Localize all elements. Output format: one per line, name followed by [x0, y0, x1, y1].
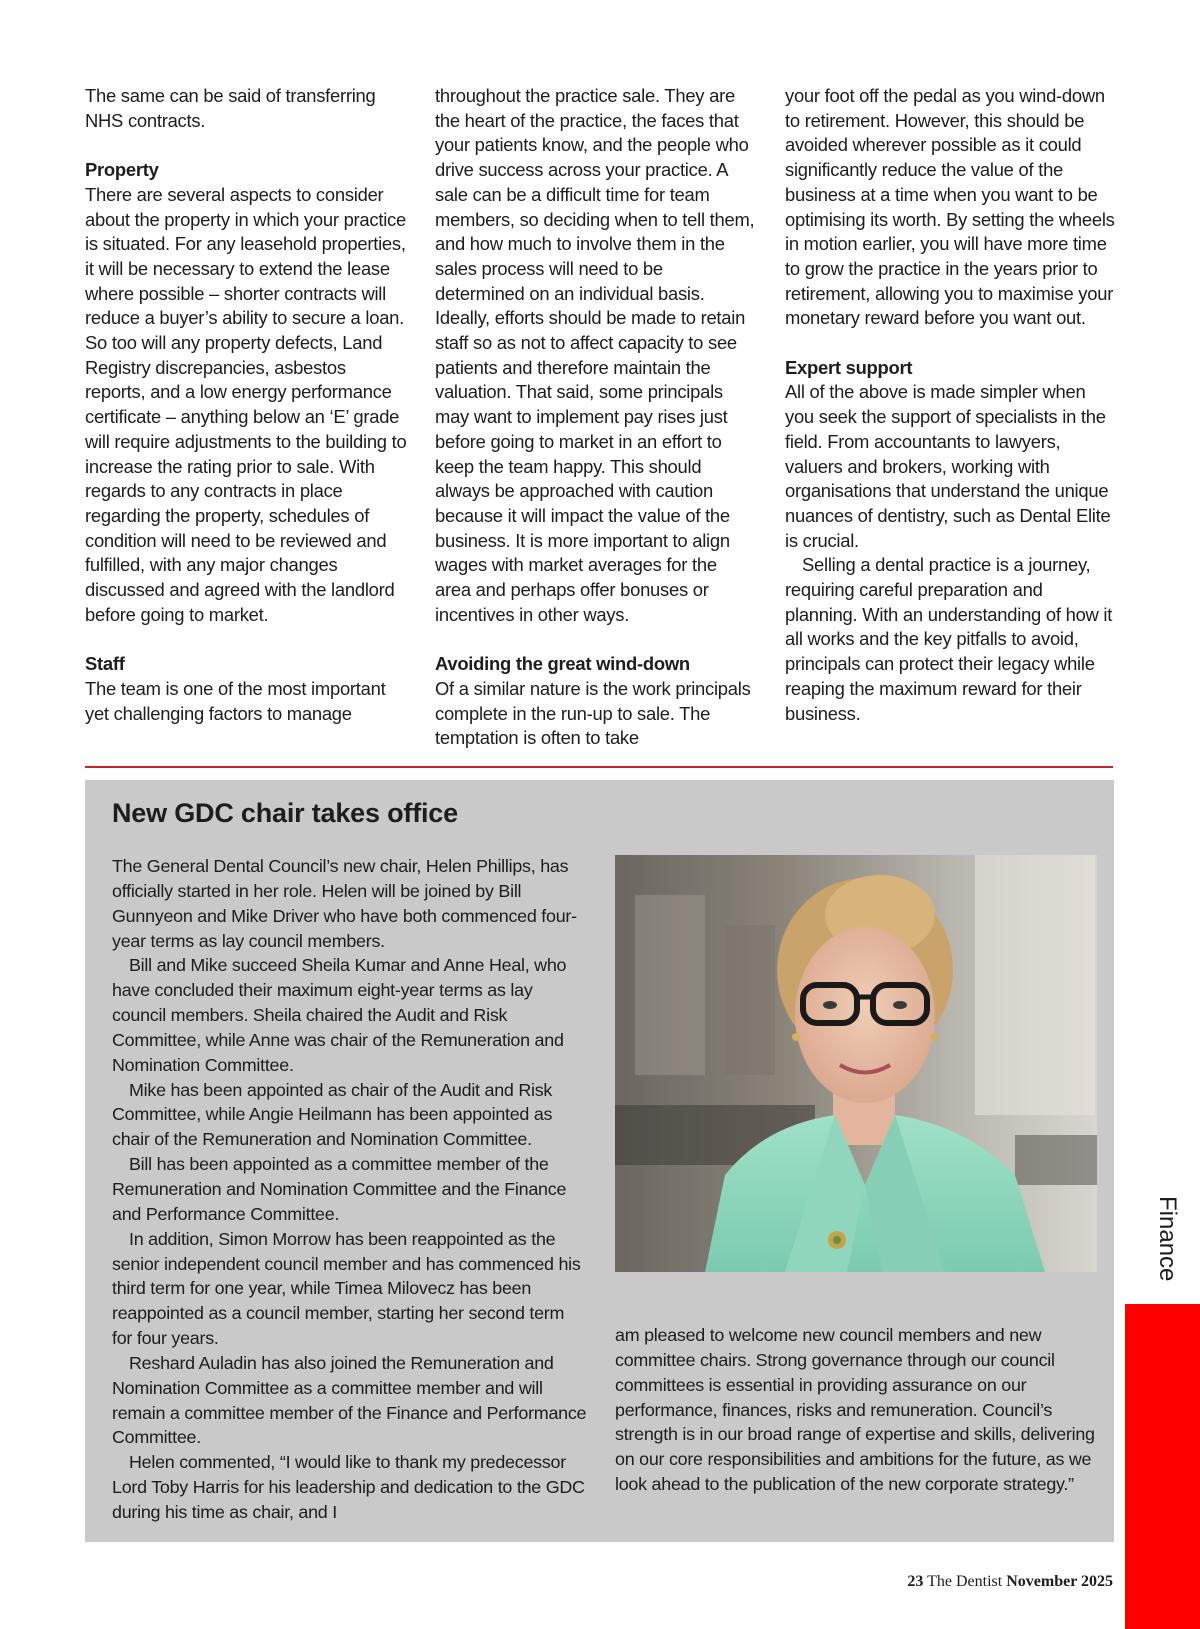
winddown-paragraph-continued: your foot off the pedal as you wind-down to retirement. However, this should be avoided wherever possible as it could significantly reduce the value of the business at a time when you want to be optimising its worth. By setting the wheels in motion earlier, you will have more time to grow the practice in the years prior to retirement, allowing you to maximise your monetary reward before you want out. [785, 85, 1115, 329]
article-column-3 [785, 84, 1115, 726]
news-paragraph: In addition, Simon Morrow has been reappointed as the senior independent council member and has commenced his third term for one year, while Timea Milovecz has been reappointed as a council member, starting her second term for four years. [112, 1228, 581, 1349]
closing-paragraph: Selling a dental practice is a journey, requiring careful preparation and planning. With an understanding of how it all works and the key pitfalls to avoid, principals can protect their legacy while reaping the maximum reward for their business. [785, 554, 1113, 724]
article-column-1 [85, 84, 407, 726]
news-box [85, 780, 1114, 1542]
news-paragraph: The General Dental Council’s new chair, Helen Phillips, has officially started in her role. Helen will be joined by Bill Gunnyeon and Mike Driver who have both commenced four-year terms as lay council members. [112, 856, 577, 951]
article-column-2 [435, 84, 757, 751]
property-heading: Property [85, 159, 159, 181]
winddown-paragraph: Of a similar nature is the work principals complete in the run-up to sale. The temptation is often to take [435, 677, 751, 749]
page-number: 23 [907, 1573, 924, 1590]
portrait-photo [615, 855, 1097, 1272]
news-paragraph: Bill has been appointed as a committee member of the Remuneration and Nomination Committee and the Finance and Performance Committee. [112, 1154, 567, 1224]
news-box-left-column [112, 854, 587, 1525]
news-paragraph: Helen commented, “I would like to thank my predecessor Lord Toby Harris for his leadership and dedication to the GDC during his time as chair, and I [112, 1452, 585, 1522]
winddown-heading: Avoiding the great wind-down [435, 653, 690, 675]
section-tab-label: Finance [1154, 1196, 1181, 1282]
property-paragraph: There are several aspects to consider about the property in which your practice is situated. For any leasehold properties, it will be necessary to extend the lease where possible – shorter contracts will reduce a buyer’s ability to secure a loan. So too will any property defects, Land Registry discrepancies, asbestos reports, and a low energy performance certificate – anything below an ‘E’ grade will require adjustments to the building to increase the rating prior to sale. With regards to any contracts in place regarding the property, schedules of condition will need to be reviewed and fulfilled, with any major changes discussed and agreed with the landlord before going to market. [85, 183, 407, 625]
issue-date: November 2025 [1006, 1573, 1113, 1590]
news-box-right-column [615, 1323, 1095, 1497]
staff-paragraph-continued: throughout the practice sale. They are the heart of the practice, the faces that your patients know, and the people who drive success across your practice. A sale can be a difficult time for team members, so deciding when to tell them, and how much to involve them in the sales process will need to be determined on an individual basis. Ideally, efforts should be made to retain staff so as not to affect capacity to see patients and therefore maintain the valuation. That said, some principals may want to implement pay rises just before going to market in an effort to keep the team happy. This should always be approached with caution because it will impact the value of the business. It is more important to align wages with market averages for the area and perhaps offer bonuses or incentives in other ways. [435, 85, 755, 625]
news-box-heading: New GDC chair takes office [112, 798, 458, 828]
staff-heading: Staff [85, 653, 125, 675]
news-paragraph-continued: am pleased to welcome new council members and new committee chairs. Strong governance through our council committees is essential in providing assurance on our performance, finances, risks and remuneration. Council’s strength is in our broad range of expertise and skills, delivering on our core responsibilities and ambitions for the future, as we look ahead to the publication of the new corporate strategy.” [615, 1325, 1095, 1495]
section-tab [1125, 1304, 1200, 1629]
staff-paragraph: The team is one of the most important yet challenging factors to manage [85, 677, 386, 724]
expert-heading: Expert support [785, 356, 913, 378]
expert-paragraph: All of the above is made simpler when you seek the support of specialists in the field. From accountants to lawyers, valuers and brokers, working with organisations that understand the unique nuances of dentistry, such as Dental Elite is crucial. [785, 381, 1111, 551]
publication-name: The Dentist [927, 1573, 1003, 1590]
news-paragraph: Mike has been appointed as chair of the Audit and Risk Committee, while Angie Heilmann has been appointed as chair of the Remuneration and Nomination Committee. [112, 1079, 553, 1150]
news-paragraph: Bill and Mike succeed Sheila Kumar and Anne Heal, who have concluded their maximum eight-year terms as lay council members. Sheila chaired the Audit and Risk Committee, while Anne was chair of the Remuneration and Nomination Committee. [112, 955, 567, 1075]
section-divider [85, 766, 1113, 768]
page-footer [907, 1573, 1113, 1591]
news-paragraph: Reshard Auladin has also joined the Remuneration and Nomination Committee as a committee member and will remain a committee member of the Finance and Performance Committee. [112, 1352, 587, 1448]
intro-paragraph: The same can be said of transferring NHS contracts. [85, 85, 376, 131]
